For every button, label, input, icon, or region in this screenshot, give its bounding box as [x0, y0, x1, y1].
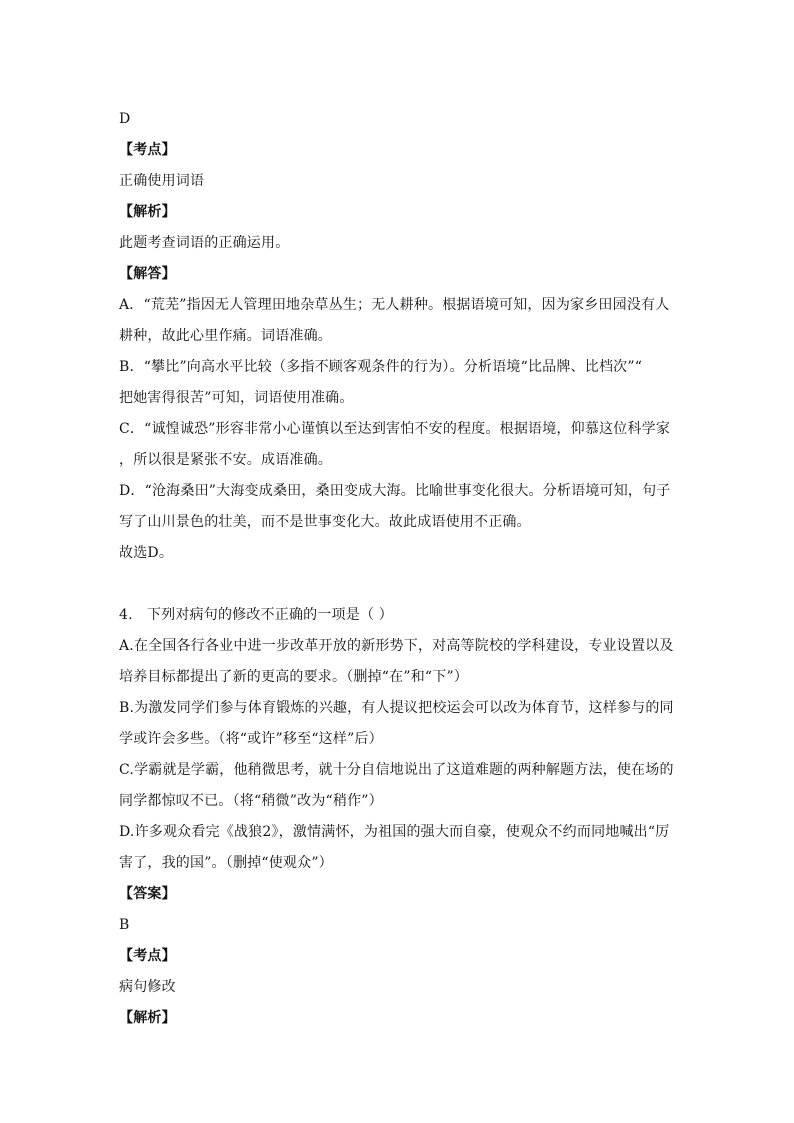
jieda-line: ，所以很是紧张不安。成语准确。: [119, 452, 332, 468]
jieda-line: A．“荒芜”指因无人管理田地杂草丛生；无人耕种。根据语境可知，因为家乡田园没有人: [119, 297, 670, 313]
option-line: C.学霸就是学霸，他稍微思考，就十分自信地说出了这道难题的两种解题方法，使在场的: [119, 762, 674, 778]
option-line: 害了，我的国”。（删掉“使观众”）: [119, 855, 333, 871]
option-line: D.许多观众看完《战狼2》，激情满怀，为祖国的强大而自豪，使观众不约而同地喊出“厉: [119, 824, 670, 840]
kaodian-text: 病句修改: [119, 979, 176, 995]
jieda-line: D．“沧海桑田”大海变成桑田，桑田变成大海。比喻世事变化很大。分析语境可知，句子: [119, 483, 671, 499]
option-line: 培养目标都提出了新的更高的要求。（删掉“在”和“下”）: [119, 669, 469, 685]
daan-text: B: [119, 917, 130, 933]
kaodian-heading: 【考点】: [119, 948, 176, 964]
option-line: A.在全国各行各业中进一步改革开放的新形势下，对高等院校的学科建设，专业设置以及: [119, 638, 674, 654]
kaodian-text: 正确使用词语: [119, 173, 205, 189]
jieda-line: 把她害得很苦”可知，词语使用准确。: [119, 390, 354, 406]
section-gap: [119, 569, 679, 600]
document-body: [119, 104, 679, 1034]
answer-text: D: [119, 111, 131, 127]
option-line: 同学都惊叹不已。（将“稍微”改为“稍作”）: [119, 793, 383, 809]
jiexi-heading: 【解析】: [119, 1010, 176, 1026]
jiexi-heading: 【解析】: [119, 204, 176, 220]
jiexi-text: 此题考查词语的正确运用。: [119, 235, 290, 251]
option-line: 学或许会多些。（将“或许”移至“这样”后）: [119, 731, 383, 747]
jieda-heading: 【解答】: [119, 266, 176, 282]
jieda-conclusion: 故选D。: [119, 545, 174, 561]
jieda-line: 写了山川景色的壮美，而不是世事变化大。故此成语使用不正确。: [119, 514, 531, 530]
daan-heading: 【答案】: [119, 886, 176, 902]
jieda-line: C．“诚惶诚恐”形容非常小心谨慎以至达到害怕不安的程度。根据语境，仰慕这位科学家: [119, 421, 671, 437]
option-line: B.为激发同学们参与体育锻炼的兴趣，有人提议把校运会可以改为体育节，这样参与的同: [119, 700, 674, 716]
jieda-line: B．“攀比”向高水平比较（多指不顾客观条件的行为）。分析语境“比品牌、比档次”“: [119, 359, 643, 375]
kaodian-heading: 【考点】: [119, 142, 176, 158]
question-stem: 4. 下列对病句的修改不正确的一项是（ ）: [119, 607, 394, 623]
jieda-line: 耕种，故此心里作痛。词语准确。: [119, 328, 332, 344]
